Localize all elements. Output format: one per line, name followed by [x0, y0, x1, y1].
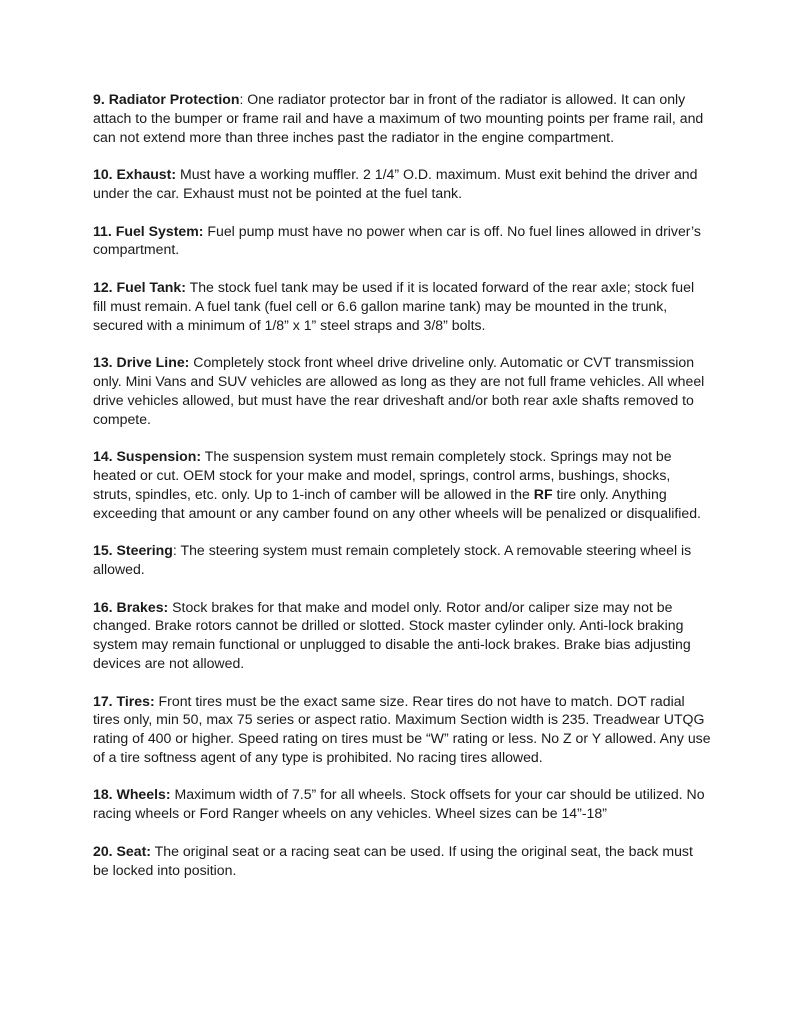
rule-title: Exhaust: [116, 166, 177, 183]
rule-title: Radiator Protection [108, 91, 240, 107]
rule-text-after: tire only. Anything exceeding that amount or any camber found on any other wheels will be penalized or disqualified. [93, 485, 701, 521]
rule-18-wheels [93, 785, 711, 823]
rule-separator: : [239, 91, 244, 107]
rule-title: Fuel Tank: [116, 278, 186, 295]
rule-17-tires [93, 692, 711, 767]
rule-number: 11. [93, 222, 112, 239]
rule-number: 18. [93, 786, 113, 803]
rule-title: Suspension: [116, 448, 202, 465]
rule-20-seat [93, 842, 711, 880]
rule-text: Maximum width of 7.5” for all wheels. Stock offsets for your car should be utilized. No racing wheels or Ford Ranger wheels on any vehicles. Wheel sizes can be 14”-18” [93, 786, 705, 822]
rule-text: The original seat or a racing seat can be used. If using the original seat, the back must be locked into position. [93, 842, 693, 878]
rule-number: 16. [93, 598, 113, 615]
rule-number: 9. [93, 91, 105, 107]
rule-title: Brakes: [116, 598, 169, 615]
rule-12-fuel-tank [93, 278, 711, 334]
rule-15-steering [93, 541, 711, 579]
rule-title: Steering [116, 542, 173, 559]
rule-number: 15. [93, 542, 113, 559]
rule-text: Front tires must be the exact same size. Rear tires do not have to match. DOT radial tires only, min 50, max 75 series or aspect ratio. Maximum Section width is 235. Treadwear UTQG rating of 400 or higher. Speed rating on tires must be “W” rating or less. No Z or Y allowed. Any use of a tire softness agent of any type is prohibited. No racing tires allowed. [93, 692, 711, 765]
rule-13-drive-line [93, 353, 711, 428]
rule-number: 17. [93, 692, 113, 709]
rule-text: One radiator protector bar in front of the radiator is allowed. It can only attach to the bumper or frame rail and have a maximum of two mounting points per frame rail, and can not extend more than three inches past the radiator in the engine compartment. [93, 91, 704, 145]
rule-title: Wheels: [116, 786, 171, 803]
rule-11-fuel-system [93, 222, 711, 260]
rule-title: Fuel System: [115, 222, 204, 239]
rule-text: Stock brakes for that make and model only. Rotor and/or caliper size may not be changed. Brake rotors cannot be drilled or slotted. Stock master cylinder only. Anti-lock braking system may remain functional or unplugged to disable the anti-lock brakes. Brake bias adjusting devices are not allowed. [93, 598, 691, 671]
rule-number: 10. [93, 166, 113, 183]
rule-title: Tires: [116, 692, 155, 709]
rule-text: The stock fuel tank may be used if it is located forward of the rear axle; stock fuel fill must remain. A fuel tank (fuel cell or 6.6 gallon marine tank) may be mounted in the trunk, secured with a minimum of 1/8” x 1” steel straps and 3/8” bolts. [93, 278, 695, 333]
rule-text: The suspension system must remain completely stock. Springs may not be heated or cut. OEM stock for your make and model, springs, control arms, bushings, shocks, struts, spindles, etc. only. Up to 1-inch of camber will be allowed in the [93, 448, 672, 502]
rule-title: Seat: [116, 842, 151, 859]
rule-separator: : [172, 542, 177, 559]
rule-text: Must have a working muffler. 2 1/4” O.D. maximum. Must exit behind the driver and under the car. Exhaust must not be pointed at the fuel tank. [93, 166, 698, 201]
rule-text: Completely stock front wheel drive driveline only. Automatic or CVT transmission only. Mini Vans and SUV vehicles are allowed as long as they are not full frame vehicles. All wheel drive vehicles allowed, but must have the rear driveshaft and/or both rear axle shafts removed to compete. [93, 354, 705, 427]
rule-9-radiator-protection [93, 90, 711, 146]
rule-10-exhaust [93, 165, 711, 203]
rule-16-brakes [93, 598, 711, 673]
rule-text: The steering system must remain completely stock. A removable steering wheel is allowed. [93, 542, 692, 577]
rule-14-suspension [93, 447, 711, 522]
rule-inline-bold: RF [533, 485, 553, 502]
rule-number: 20. [93, 842, 113, 859]
rule-number: 13. [93, 354, 113, 371]
rule-number: 14. [93, 448, 113, 465]
rule-text: Fuel pump must have no power when car is off. No fuel lines allowed in driver’s compartment. [93, 222, 701, 258]
rule-title: Drive Line: [116, 354, 190, 371]
rule-number: 12. [93, 278, 113, 295]
